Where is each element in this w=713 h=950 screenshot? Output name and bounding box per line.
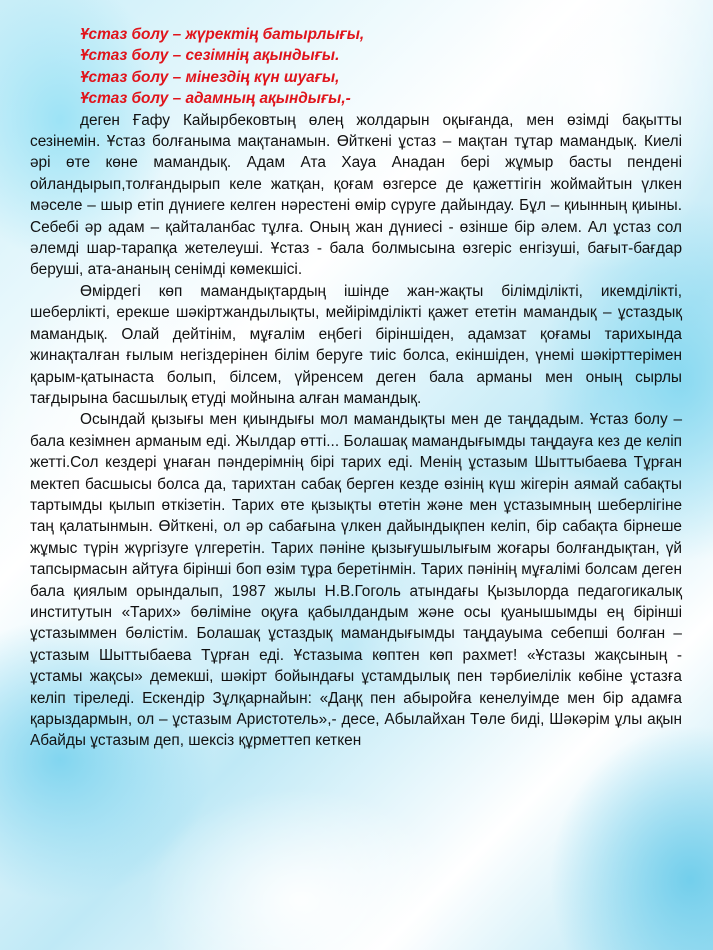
- paragraph-1: деген Ғафу Кайырбековтың өлең жолдарын оқығанда, мен өзімді бақытты сезінемін. Ұстаз болғаныма мақтанамын. Өйткені ұстаз – мақтан тұтар мамандық. Киелі әрі өте көне мамандық. Адам Ата Хауа Анадан бері жұмыр басты пендені ойландырып,толғандырып келе жатқан, қоғам өзгерсе де қажеттігін жоймайтын үлкен мәселе – шыр етіп дүниеге келген нәрестені өмір сүруге дайындау. Бұл – қиынның қиыны. Себебі әр адам – қайталанбас тұлға. Оның жан дүниесі - өзінше бір әлем. Ал ұстаз сол әлемді шар-тарапқа жетелеуші. Ұстаз - бала болмысына өзгеріс енгізуші, бағыт-бағдар беруші, ата-ананың сенімді көмекшісі.: [30, 111, 682, 279]
- document-page: [30, 24, 682, 752]
- poem-line-3: Ұстаз болу – мінездің күн шуағы,: [80, 68, 340, 86]
- paragraph-2: Өмірдегі көп мамандықтардың ішінде жан-жақты білімділікті, икемділікті, шеберлікті, ерекше шәкіртжандылықты, мейірімділікті қажет ететін мамандық – ұстаздық мамандық. Олай дейтінім, мұғалім еңбегі біріншіден, адамзат қоғамы тарихында жинақталған ғылым негіздерінен білім беруге тиіс болса, екіншіден, үнемі шәкірттерімен қарым-қатынаста болып, білсем, үйренсем деген бала арманы мен оның сырлы тағдырына басшылық етуді мойнына алған мамандық.: [30, 282, 682, 407]
- poem-line-2: Ұстаз болу – сезімнің ақындығы.: [80, 47, 340, 65]
- poem-line-4: Ұстаз болу – адамның ақындығы,-: [80, 90, 351, 108]
- paragraph-3: Осындай қызығы мен қиындығы мол мамандықты мен де таңдадым. Ұстаз болу – бала кезімнен арманым еді. Жылдар өтті... Болашақ мамандығымды таңдауға кез де келіп жетті.Сол кездері ұнаған пәндерімнің бірі тарих еді. Менің ұстазым Шыттыбаева Тұрған мектеп басшысы болса да, тарихтан сабақ берген кезде өзінің күш жігерін аямай сабақты тартымды қылып өткізетін. Тарих өте қызықты өтетін және мен ұстазымның шеберлігіне таң қалатынмын. Өйткені, ол әр сабағына үлкен дайындықпен келіп, бір сабақта бірнеше жұмыс түрін жүргізуге үлгеретін. Тарих пәніне қызығушылығым жоғары болғандықтан, үй тапсырмасын айтуға бірінші боп өзім тұра беретінмін. Тарих пәнінің мұғалімі болсам деген бала қиялым орындалып, 1987 жылы Н.В.Гоголь атындағы Қызылорда педагогикалық институтын «Тарих» бөліміне оқуға қабылдандым және осы қуанышымды ең бірінші ұстазыммен бөлістім. Болашақ ұстаздық мамандығымды таңдауыма себепші болған – ұстазым Шыттыбаева Тұрған еді. Ұстазыма көптен көп рахмет! «Ұстазы жақсының - ұстамы жақсы» демекші, шәкірт бойындағы ұстамдылық пен тәрбиелілік көбіне ұстазға келіп тіреледі. Ескендір Зұлқарнайын: «Даңқ пен абыройға кенелуімде мен бір адамға қарыздармын, ол – ұстазым Аристотель»,- десе, Абылайхан Төле биді, Шәкәрім ұлы ақын Абайды ұстазым деп, шексіз құрметтеп кеткен: [30, 411, 682, 750]
- poem-line-1: Ұстаз болу – жүректің батырлығы,: [80, 26, 365, 43]
